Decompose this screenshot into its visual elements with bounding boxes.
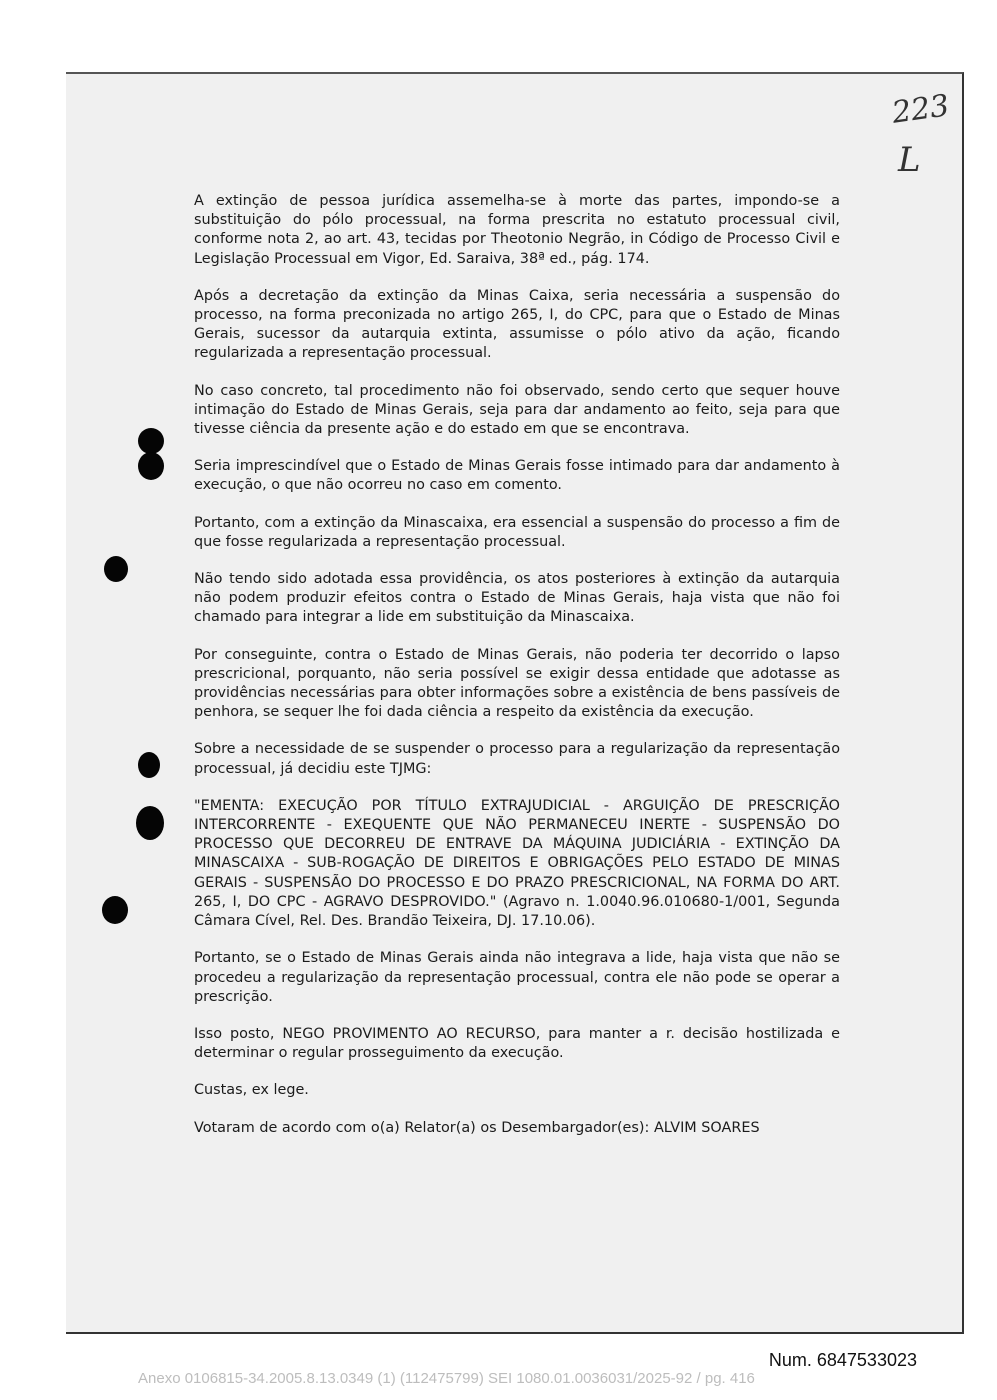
punch-hole-6 [102,896,128,924]
punch-hole-2 [138,452,164,480]
paragraph: Votaram de acordo com o(a) Relator(a) os Desembargador(es): ALVIM SOARES [194,1119,760,1136]
paragraph: Após a decretação da extinção da Minas Caixa, seria necessária a suspensão do processo, na forma preconizada no artigo 265, I, do CPC, para que o Estado de Minas Gerais, sucessor da autarquia extinta, assumisse o pólo ativo da ação, ficando regularizada a representação processual. [194,287,840,362]
handwritten-page-number: 223 [889,88,952,131]
ementa-quote: "EMENTA: EXECUÇÃO POR TÍTULO EXTRAJUDICIAL - ARGUIÇÃO DE PRESCRIÇÃO INTERCORRENTE - EXEQUENTE QUE NÃO PERMANECEU INERTE - SUSPENSÃO DO PROCESSO QUE DECORREU DE ENTRAVE DA MÁQUINA JUDICIÁRIA - EXTINÇÃO DA MINASCAIXA - SUB-ROGAÇÃO DE DIREITOS E OBRIGAÇÕES PELO ESTADO DE MINAS GERAIS - SUSPENSÃO DO PROCESSO E DO PRAZO PRESCRICIONAL, NA FORMA DO ART. 265, I, DO CPC - AGRAVO DESPROVIDO." (Agravo n. 1.0040.96.010680-1/001, Segunda Câmara Cível, Rel. Des. Brandão Teixeira, DJ. 17.10.06). [194,797,840,930]
punch-hole-1 [138,428,164,454]
handwritten-mark: L [898,140,921,180]
paragraph: No caso concreto, tal procedimento não foi observado, sendo certo que sequer houve intimação do Estado de Minas Gerais, seja para dar andamento ao feito, seja para que tivesse ciência da presente ação e do estado em que se encontrava. [194,382,840,438]
paragraph: Não tendo sido adotada essa providência, os atos posteriores à extinção da autarquia não podem produzir efeitos contra o Estado de Minas Gerais, haja vista que não foi chamado para integrar a lide em substituição da Minascaixa. [194,571,840,626]
paragraph: Sobre a necessidade de se suspender o processo para a regularização da representação processual, já decidiu este TJMG: [194,741,840,777]
paragraph: A extinção de pessoa jurídica assemelha-se à morte das partes, impondo-se a substituição do pólo processual, na forma prescrita no estatuto processual civil, conforme nota 2, ao art. 43, tecidas por Theotonio Negrão, in Código de Processo Civil e Legislação Processual em Vigor, Ed. Saraiva, 38ª ed., pág. 174. [194,193,840,267]
paragraph: Custas, ex lege. [194,1082,309,1099]
annex-reference: Anexo 0106815-34.2005.8.13.0349 (1) (112475799) SEI 1080.01.0036031/2025-92 / pg. 416 [138,1370,755,1387]
document-body [194,192,840,1156]
paragraph: Por conseguinte, contra o Estado de Minas Gerais, não poderia ter decorrido o lapso prescricional, porquanto, não seria possível se exigir dessa entidade que adotasse as providências necessárias para obter informações sobre a existência de bens passíveis de penhora, se sequer lhe foi dada ciência a respeito da existência da execução. [194,646,840,721]
paragraph: Isso posto, NEGO PROVIMENTO AO RECURSO, para manter a r. decisão hostilizada e determinar o regular prosseguimento da execução. [194,1025,840,1062]
paragraph: Seria imprescindível que o Estado de Minas Gerais fosse intimado para dar andamento à execução, o que não ocorreu no caso em comento. [194,458,840,494]
punch-hole-4 [138,752,160,778]
punch-hole-3 [104,556,128,582]
paragraph: Portanto, com a extinção da Minascaixa, era essencial a suspensão do processo a fim de que fosse regularizada a representação processual. [194,514,840,550]
document-number: Num. 6847533023 [768,1350,917,1370]
paragraph: Portanto, se o Estado de Minas Gerais ainda não integrava a lide, haja vista que não se procedeu a regularização da representação processual, contra ele não pode se operar a prescrição. [194,950,840,1005]
punch-hole-5 [136,806,164,840]
